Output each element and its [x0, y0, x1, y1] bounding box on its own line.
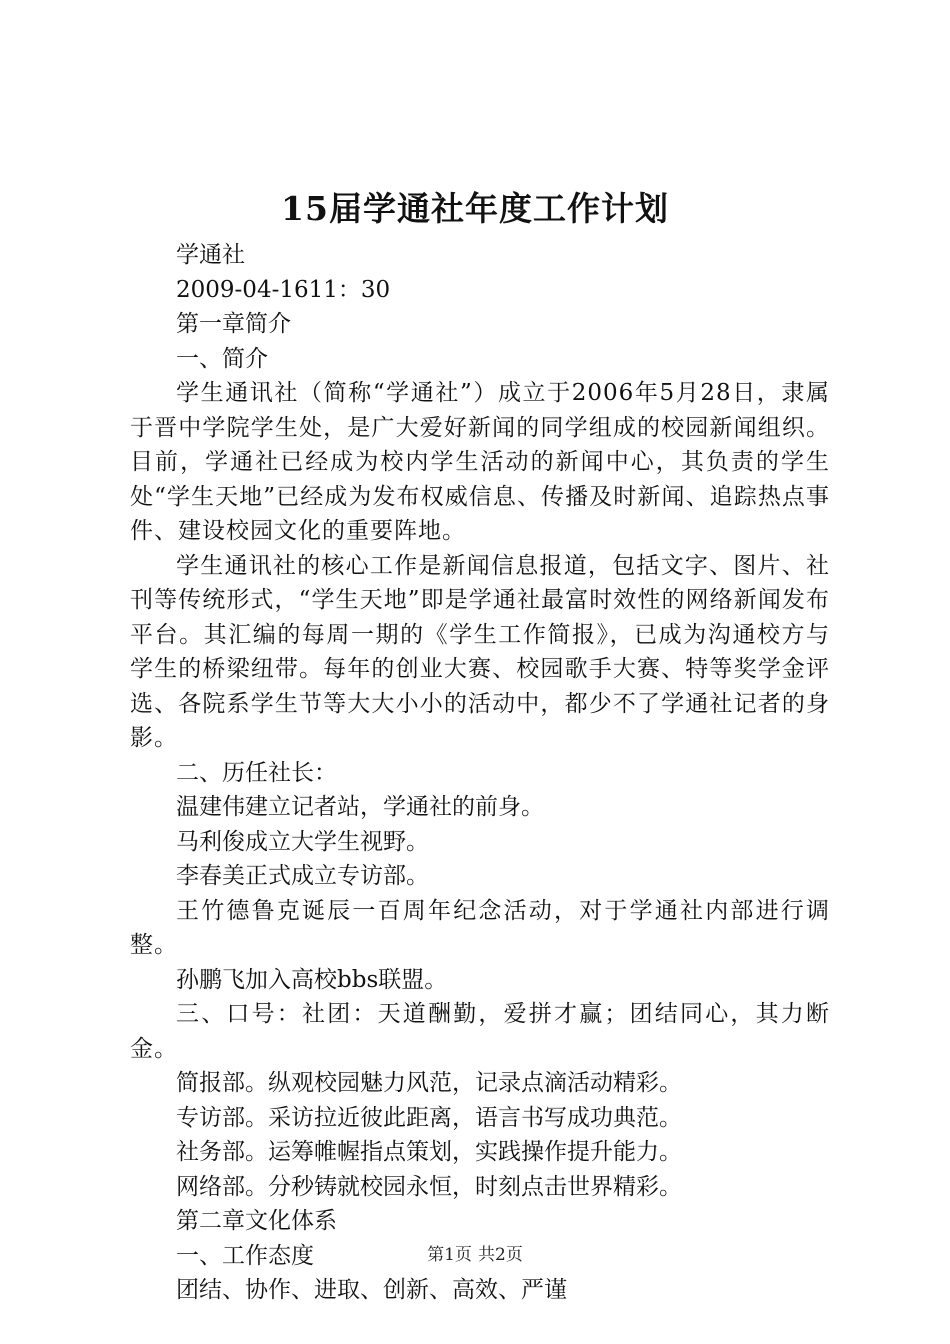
list-item: 马利俊成立大学生视野。 [176, 828, 429, 855]
author-line: 学通社 [176, 242, 245, 268]
section-heading: 一、工作态度 [176, 1242, 314, 1269]
section-heading: 一、简介 [176, 345, 268, 372]
list-item: 李春美正式成立专访部。 [176, 863, 429, 889]
paragraph: 学生通讯社的核心工作是新闻信息报道，包括文字、图片、社刊等传统形式，“学生天地”即是学通社最富时效性的网络新闻发布平台。其汇编的每周一期的《学生工作简报》，已成为沟通校方与学生的桥梁纽带。每年的创业大赛、校园歌手大赛、特等奖学金评选、各院系学生节等大大小小的活动中，都少不了学通社记者的身影。 [130, 552, 830, 751]
list-item: 社务部。运筹帷幄指点策划，实践操作提升能力。 [176, 1139, 682, 1165]
list-item: 简报部。纵观校园魅力风范，记录点滴活动精彩。 [176, 1070, 682, 1096]
chapter-heading: 第一章简介 [176, 311, 291, 337]
page-total: 共2页 [478, 1245, 523, 1265]
document-body [130, 238, 830, 1308]
list-item: 团结、协作、进取、创新、高效、严谨 [176, 1277, 567, 1303]
list-item: 王竹德鲁克诞辰一百周年纪念活动，对于学通社内部进行调整。 [130, 897, 830, 958]
page-footer [0, 1244, 950, 1266]
list-item: 孙鹏飞加入高校bbs联盟。 [176, 966, 448, 993]
paragraph: 学生通讯社（简称“学通社”）成立于2006年5月28日，隶属于晋中学院学生处，是广大爱好新闻的同学组成的校园新闻组织。目前，学通社已经成为校内学生活动的新闻中心，其负责的学生处“学生天地”已经成为发布权威信息、传播及时新闻、追踪热点事件、建设校园文化的重要阵地。 [130, 380, 830, 544]
list-item: 网络部。分秒铸就校园永恒，时刻点击世界精彩。 [176, 1173, 682, 1200]
chapter-heading: 第二章文化体系 [176, 1208, 337, 1234]
list-item: 温建伟建立记者站，学通社的前身。 [176, 794, 544, 820]
slogan-paragraph: 三、口号：社团：天道酬勤，爱拼才赢；团结同心，其力断金。 [130, 1001, 830, 1062]
page-number: 第1页 [427, 1245, 472, 1265]
list-item: 专访部。采访拉近彼此距离，语言书写成功典范。 [176, 1104, 682, 1131]
datetime-line: 2009-04-1611：30 [176, 276, 391, 303]
document-title: 15届学通社年度工作计划 [281, 189, 669, 228]
section-heading: 二、历任社长： [176, 759, 337, 786]
